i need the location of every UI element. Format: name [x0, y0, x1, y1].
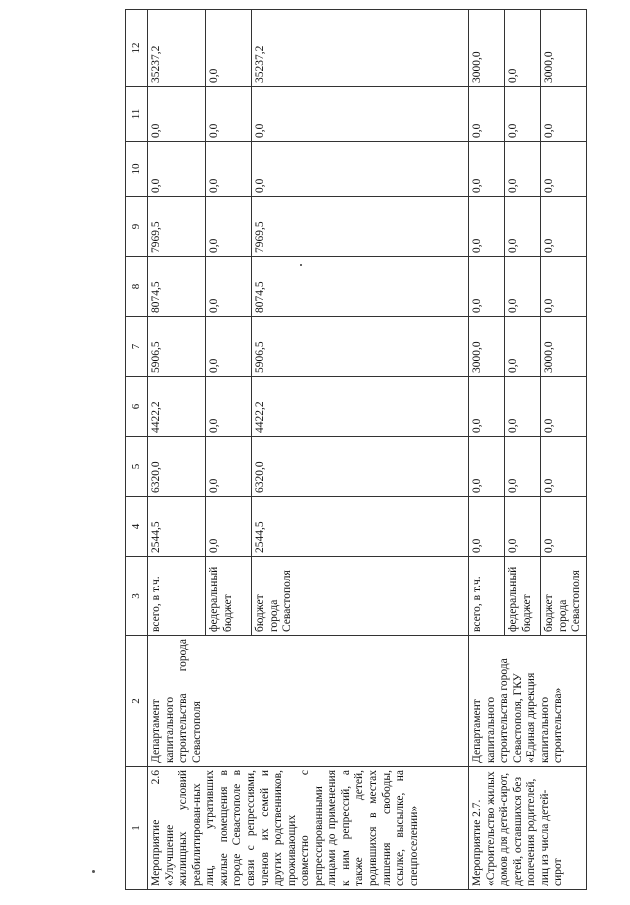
value-cell: 0,0 — [505, 497, 541, 557]
col-header: 5 — [126, 437, 148, 497]
value-cell: 0,0 — [541, 437, 587, 497]
value-cell: 0,0 — [541, 497, 587, 557]
rotated-table-wrapper — [125, 10, 583, 890]
value-cell: 0,0 — [541, 197, 587, 257]
value-cell: 0,0 — [469, 87, 505, 142]
col-header: 10 — [126, 142, 148, 197]
table-row — [469, 10, 505, 890]
header-row — [126, 10, 148, 890]
value-cell: 0,0 — [206, 257, 252, 317]
table-row — [148, 10, 206, 890]
source-cell: федеральный бюджет — [206, 557, 252, 636]
source-cell: всего, в т.ч. — [148, 557, 206, 636]
value-cell: 0,0 — [148, 87, 206, 142]
total-cell: 3000,0 — [541, 10, 587, 87]
col-header: 8 — [126, 257, 148, 317]
value-cell: 0,0 — [505, 377, 541, 437]
value-cell: 7969,5 — [148, 197, 206, 257]
value-cell: 0,0 — [206, 142, 252, 197]
col-header: 4 — [126, 497, 148, 557]
value-cell: 3000,0 — [541, 317, 587, 377]
value-cell: 4422,2 — [252, 377, 469, 437]
budget-table — [125, 9, 587, 890]
value-cell: 0,0 — [148, 142, 206, 197]
value-cell: 8074,5 — [252, 257, 469, 317]
value-cell: 0,0 — [252, 87, 469, 142]
executor-cell: Департамент капитального строительства города Севастополя — [148, 636, 469, 767]
value-cell: 0,0 — [206, 87, 252, 142]
value-cell: 2544,5 — [252, 497, 469, 557]
value-cell: 0,0 — [206, 197, 252, 257]
value-cell: 0,0 — [541, 142, 587, 197]
value-cell: 0,0 — [541, 377, 587, 437]
col-header: 7 — [126, 317, 148, 377]
total-cell: 35237,2 — [148, 10, 206, 87]
col-header: 2 — [126, 636, 148, 767]
value-cell: 0,0 — [206, 497, 252, 557]
measure-cell: Мероприятие 2.6 «Улучшение жилищных условий реабилитирован-ных лиц, утративших жилые помещения в городе Севастополе в связи с репрессиями, членов их семей и других родственников, проживающих совместно с репрессированными лицами до применения к ним репрессий, а также детей, родившихся в местах лишения свободы, ссылке, высылке, на спецпоселении» — [148, 767, 469, 890]
value-cell: 2544,5 — [148, 497, 206, 557]
value-cell: 0,0 — [541, 257, 587, 317]
value-cell: 0,0 — [469, 197, 505, 257]
source-cell: всего, в т.ч. — [469, 557, 505, 636]
value-cell: 7969,5 — [252, 197, 469, 257]
total-cell: 0,0 — [505, 10, 541, 87]
value-cell: 0,0 — [469, 437, 505, 497]
measure-cell: Мероприятие 2.7. «Строительство жилых домов для детей-сирот, детей, оставшихся без попечения родителей, лиц из числа детей-сирот — [469, 767, 587, 890]
source-cell: бюджет города Севастополя — [541, 557, 587, 636]
value-cell: 5906,5 — [148, 317, 206, 377]
value-cell: 0,0 — [505, 437, 541, 497]
col-header: 9 — [126, 197, 148, 257]
scan-mark — [92, 870, 95, 873]
value-cell: 0,0 — [206, 377, 252, 437]
value-cell: 0,0 — [469, 497, 505, 557]
col-header: 1 — [126, 767, 148, 890]
col-header: 3 — [126, 557, 148, 636]
value-cell: 0,0 — [469, 377, 505, 437]
value-cell: 0,0 — [206, 437, 252, 497]
value-cell: 0,0 — [505, 87, 541, 142]
value-cell: 4422,2 — [148, 377, 206, 437]
value-cell: 0,0 — [541, 87, 587, 142]
col-header: 11 — [126, 87, 148, 142]
value-cell: 0,0 — [469, 142, 505, 197]
scan-speck — [300, 264, 302, 266]
total-cell: 35237,2 — [252, 10, 469, 87]
total-cell: 3000,0 — [469, 10, 505, 87]
col-header: 12 — [126, 10, 148, 87]
source-cell: бюджет города Севастополя — [252, 557, 469, 636]
value-cell: 6320,0 — [148, 437, 206, 497]
value-cell: 0,0 — [505, 317, 541, 377]
value-cell: 0,0 — [469, 257, 505, 317]
value-cell: 3000,0 — [469, 317, 505, 377]
value-cell: 6320,0 — [252, 437, 469, 497]
value-cell: 0,0 — [505, 257, 541, 317]
col-header: 6 — [126, 377, 148, 437]
executor-cell: Департамент капитального строительства города Севастополя, ГКУ «Единая дирекция капитального строительства» — [469, 636, 587, 767]
value-cell: 0,0 — [505, 142, 541, 197]
total-cell: 0,0 — [206, 10, 252, 87]
value-cell: 0,0 — [206, 317, 252, 377]
value-cell: 5906,5 — [252, 317, 469, 377]
value-cell: 0,0 — [252, 142, 469, 197]
source-cell: федеральный бюджет — [505, 557, 541, 636]
value-cell: 8074,5 — [148, 257, 206, 317]
value-cell: 0,0 — [505, 197, 541, 257]
